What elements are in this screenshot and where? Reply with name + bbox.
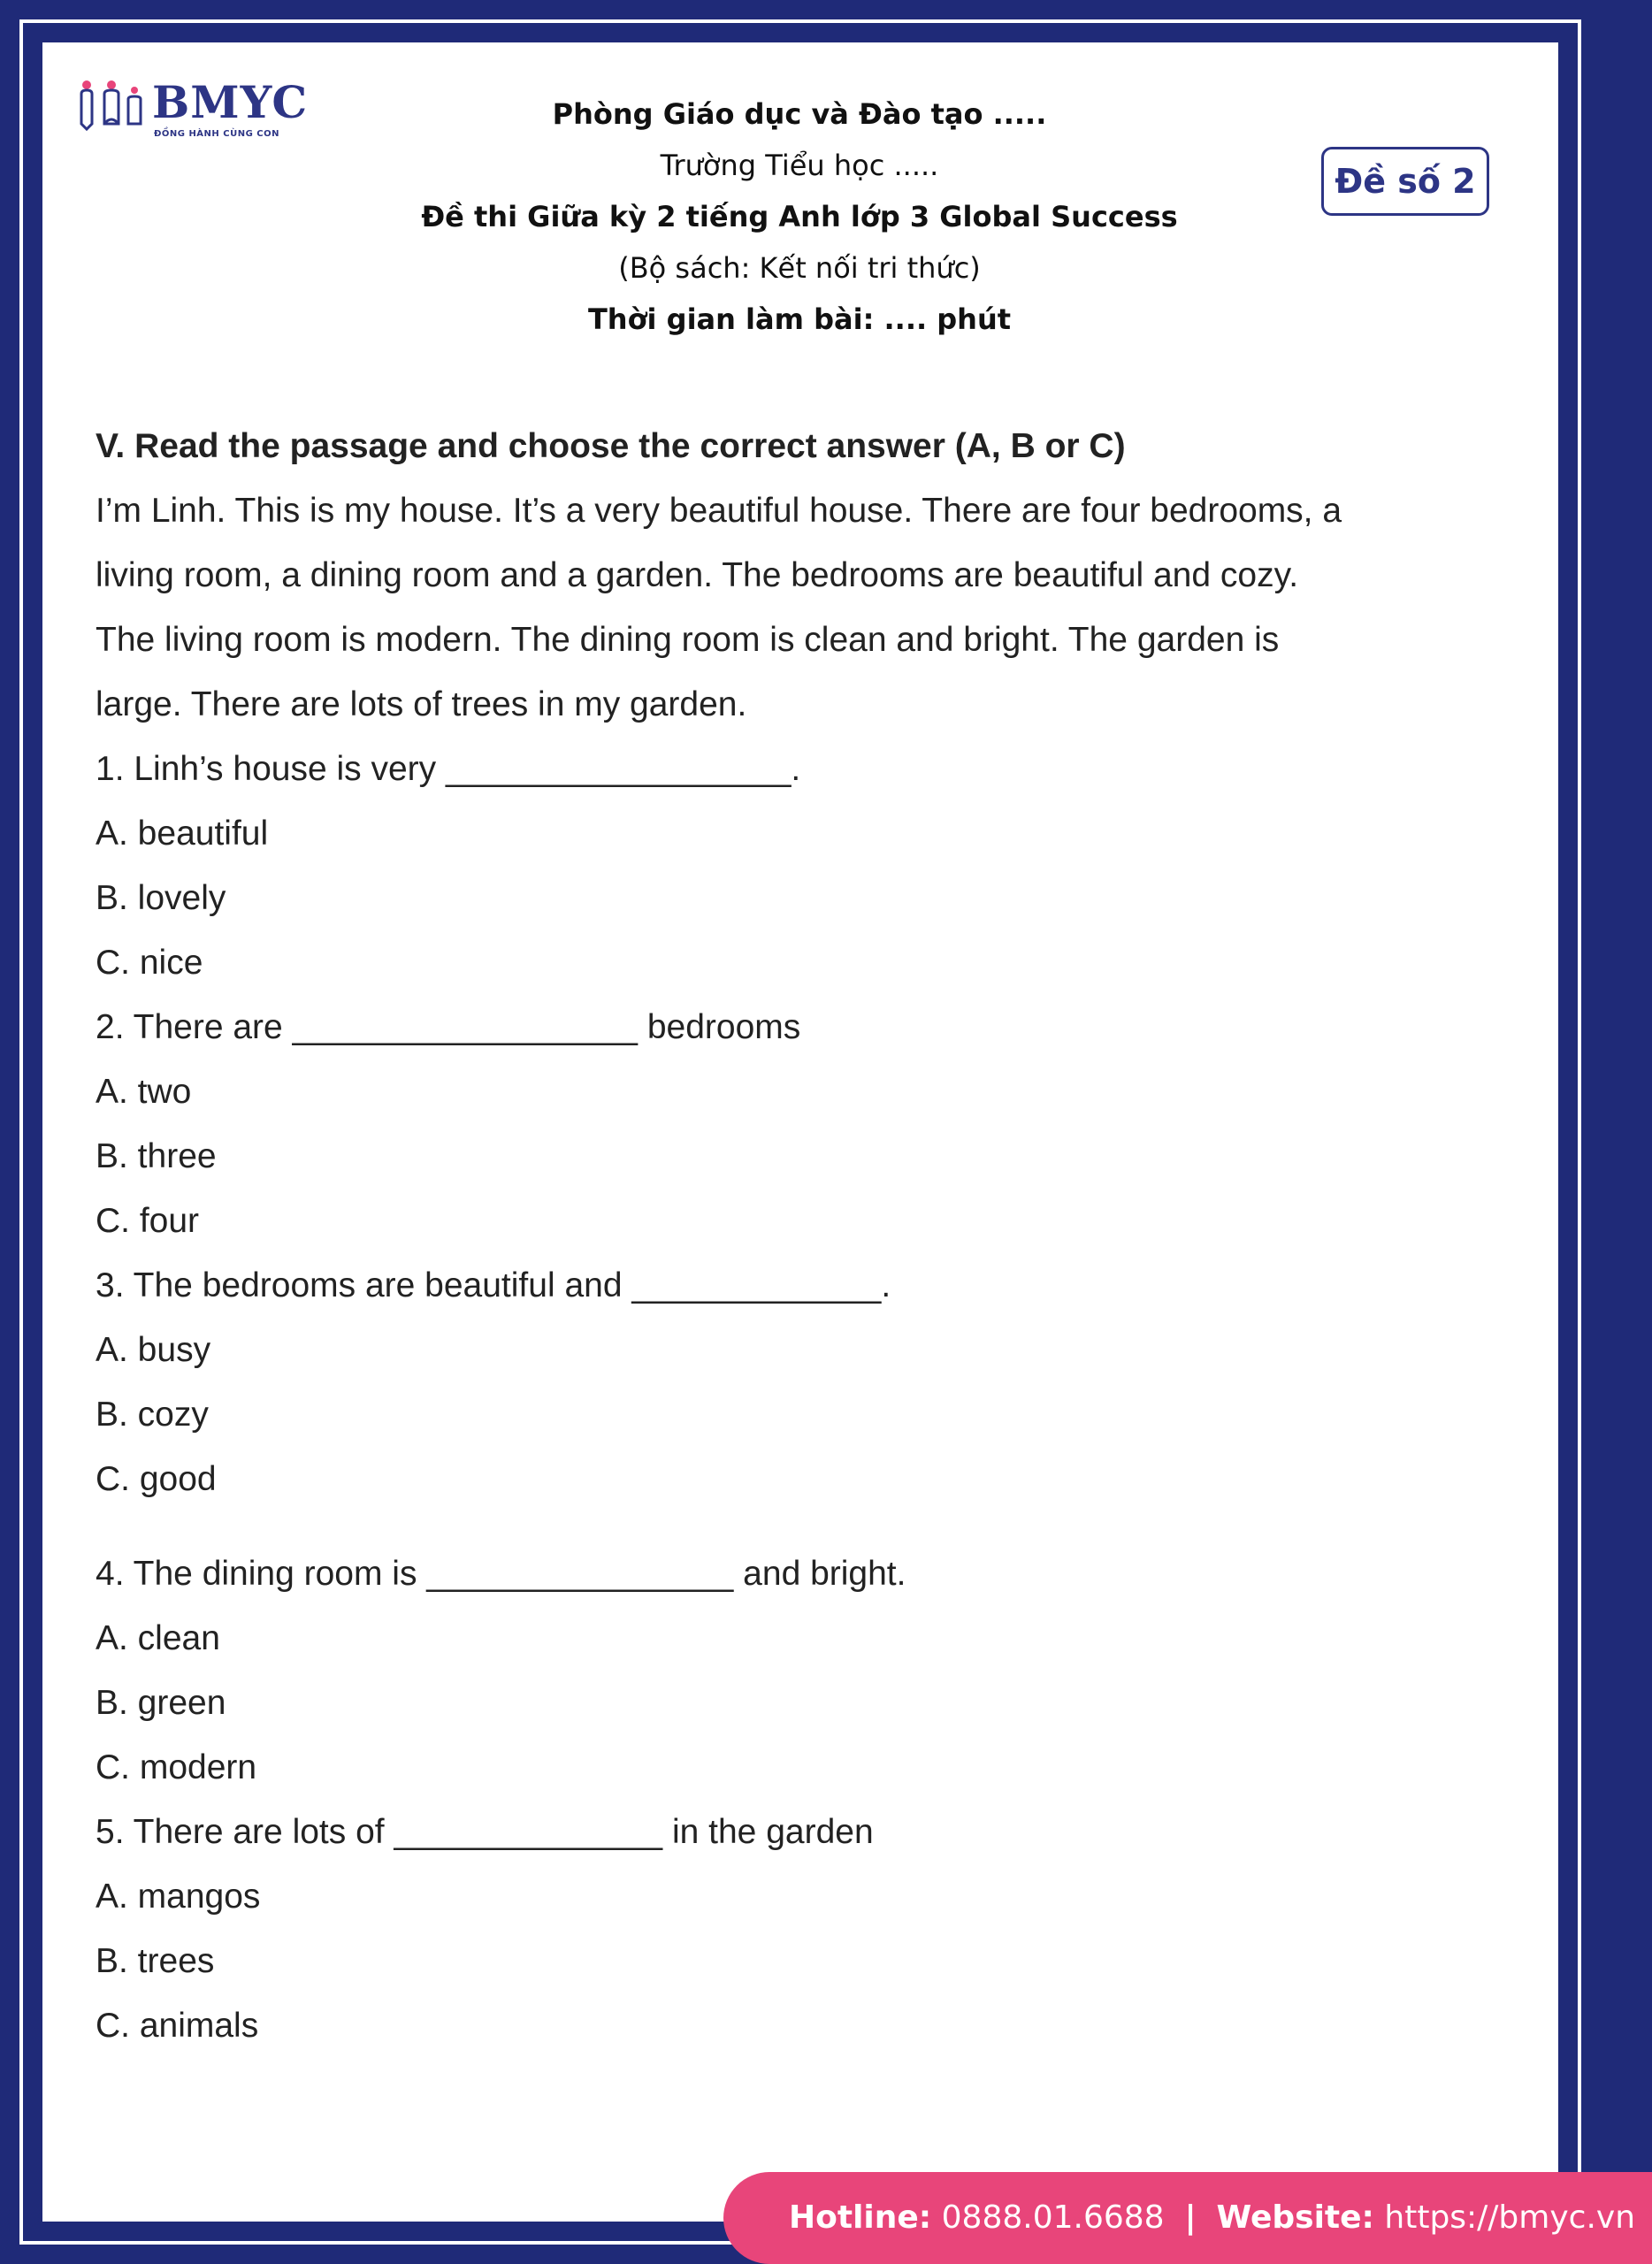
passage-line: I’m Linh. This is my house. It’s a very beautiful house. There are four bedrooms, a bbox=[96, 492, 1342, 530]
exam-header bbox=[308, 88, 1291, 345]
website-label: Website: bbox=[1216, 2199, 1374, 2236]
section-title: V. Read the passage and choose the correct answer (A, B or C) bbox=[96, 427, 1126, 465]
spacer bbox=[96, 1511, 1511, 1541]
header-duration: Thời gian làm bài: .... phút bbox=[587, 302, 1012, 336]
hotline-number[interactable]: 0888.01.6688 bbox=[941, 2199, 1165, 2236]
option-b: B. trees bbox=[96, 1942, 215, 1980]
option-b: B. three bbox=[96, 1137, 217, 1175]
option-b: B. lovely bbox=[96, 879, 226, 917]
hotline-label: Hotline: bbox=[789, 2199, 932, 2236]
header-exam-title: Đề thi Giữa kỳ 2 tiếng Anh lớp 3 Global Success bbox=[421, 200, 1178, 233]
option-a: A. beautiful bbox=[96, 815, 269, 853]
header-school: Trường Tiểu học ..... bbox=[660, 149, 939, 182]
reading-section bbox=[96, 414, 1511, 2058]
website-link[interactable]: https://bmyc.vn bbox=[1384, 2199, 1636, 2236]
contact-footer bbox=[723, 2172, 1652, 2264]
brand-name: BMYC bbox=[152, 76, 309, 128]
footer-contact-text bbox=[789, 2172, 1635, 2264]
option-c: C. four bbox=[96, 1202, 200, 1240]
family-logo-icon bbox=[78, 80, 149, 133]
question-2: 2. There are __________________ bedrooms bbox=[96, 1008, 801, 1046]
option-a: A. mangos bbox=[96, 1878, 261, 1916]
question-1: 1. Linh’s house is very __________________. bbox=[96, 750, 801, 788]
exam-page bbox=[42, 42, 1558, 2222]
passage-line: The living room is modern. The dining room is clean and bright. The garden is bbox=[96, 621, 1280, 659]
question-3: 3. The bedrooms are beautiful and _____________. bbox=[96, 1266, 891, 1304]
bmyc-logo bbox=[78, 74, 308, 154]
exam-number-badge: Đề số 2 bbox=[1321, 147, 1489, 216]
question-4: 4. The dining room is ________________ and bright. bbox=[96, 1555, 906, 1593]
header-book-series: (Bộ sách: Kết nối tri thức) bbox=[618, 251, 981, 285]
brand-tagline: ĐỒNG HÀNH CÙNG CON bbox=[154, 129, 279, 139]
option-a: A. two bbox=[96, 1073, 192, 1111]
option-a: A. busy bbox=[96, 1331, 211, 1369]
option-b: B. green bbox=[96, 1684, 226, 1722]
option-c: C. nice bbox=[96, 944, 203, 982]
option-a: A. clean bbox=[96, 1619, 220, 1657]
passage-line: large. There are lots of trees in my garden. bbox=[96, 685, 747, 723]
option-c: C. modern bbox=[96, 1748, 257, 1786]
header-department: Phòng Giáo dục và Đào tạo ..... bbox=[552, 97, 1047, 131]
footer-separator: | bbox=[1184, 2199, 1197, 2236]
option-c: C. animals bbox=[96, 2007, 259, 2045]
question-5: 5. There are lots of ______________ in the garden bbox=[96, 1813, 874, 1851]
passage-line: living room, a dining room and a garden. The bedrooms are beautiful and cozy. bbox=[96, 556, 1299, 594]
option-b: B. cozy bbox=[96, 1396, 209, 1434]
option-c: C. good bbox=[96, 1460, 217, 1498]
